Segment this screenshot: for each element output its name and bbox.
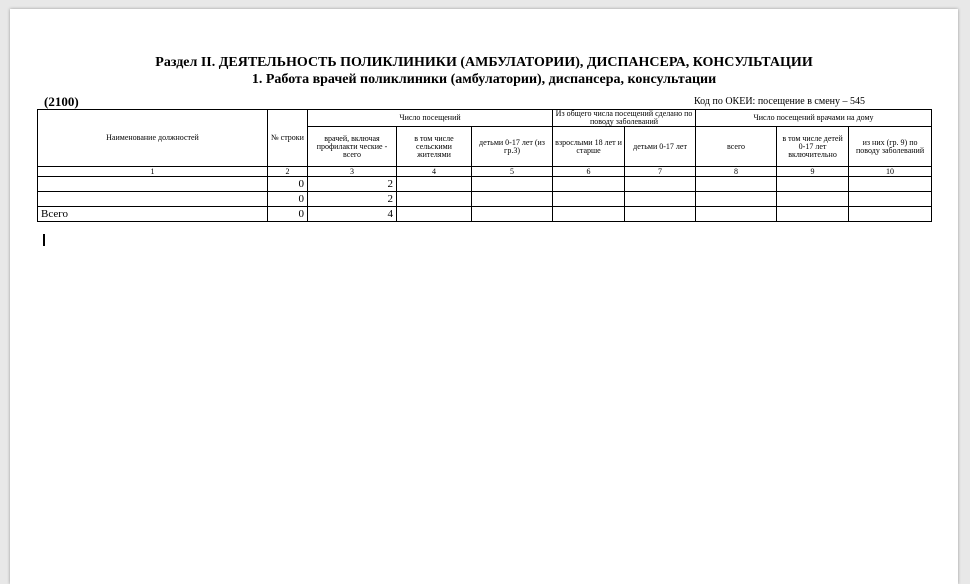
col-number: 6 (553, 167, 625, 177)
col3-cell[interactable]: 4 (308, 207, 397, 222)
header-col6: взрослыми 18 лет и старше (553, 127, 625, 167)
section-title: Раздел II. ДЕЯТЕЛЬНОСТЬ ПОЛИКЛИНИКИ (АМБУЛАТОРИИ), ДИСПАНСЕРА, КОНСУЛЬТАЦИИ (155, 55, 813, 70)
col7-cell[interactable] (625, 192, 696, 207)
column-number-row (38, 167, 932, 177)
col-number: 2 (268, 167, 308, 177)
document-page (10, 9, 958, 584)
header-col4: в том числе сельскими жителями (397, 127, 472, 167)
header-col5: детьми 0-17 лет (из гр.3) (472, 127, 553, 167)
col-number: 10 (849, 167, 932, 177)
col6-cell[interactable] (553, 192, 625, 207)
text-cursor (43, 234, 45, 246)
col4-cell[interactable] (397, 207, 472, 222)
col10-cell[interactable] (849, 207, 932, 222)
col5-cell[interactable] (472, 207, 553, 222)
header-group-home: Число посещений врачами на дому (696, 110, 932, 127)
col-number: 7 (625, 167, 696, 177)
visits-table (37, 109, 932, 222)
col-number: 1 (38, 167, 268, 177)
col9-cell[interactable] (777, 177, 849, 192)
row-name-cell[interactable] (38, 177, 268, 192)
col10-cell[interactable] (849, 192, 932, 207)
col8-cell[interactable] (696, 207, 777, 222)
table-row (38, 192, 932, 207)
col-number: 4 (397, 167, 472, 177)
col-number: 5 (472, 167, 553, 177)
col4-cell[interactable] (397, 177, 472, 192)
col6-cell[interactable] (553, 207, 625, 222)
row-number-cell[interactable]: 0 (268, 177, 308, 192)
col-number: 9 (777, 167, 849, 177)
col8-cell[interactable] (696, 177, 777, 192)
col3-cell[interactable]: 2 (308, 177, 397, 192)
row-number-cell[interactable]: 0 (268, 192, 308, 207)
header-group-disease: Из общего числа посещений сделано по поводу заболеваний (553, 110, 696, 127)
table-row (38, 177, 932, 192)
okei-code: Код по ОКЕИ: посещение в смену – 545 (694, 96, 865, 107)
table-code: (2100) (44, 94, 79, 109)
col-number: 8 (696, 167, 777, 177)
header-col7: детьми 0-17 лет (625, 127, 696, 167)
col5-cell[interactable] (472, 192, 553, 207)
col8-cell[interactable] (696, 192, 777, 207)
header-name-col: Наименование должностей (38, 110, 268, 167)
col3-cell[interactable]: 2 (308, 192, 397, 207)
col10-cell[interactable] (849, 177, 932, 192)
header-row-no: № строки (268, 110, 308, 167)
row-number-cell[interactable]: 0 (268, 207, 308, 222)
table-row-total (38, 207, 932, 222)
header-col8: всего (696, 127, 777, 167)
col-number: 3 (308, 167, 397, 177)
col5-cell[interactable] (472, 177, 553, 192)
col9-cell[interactable] (777, 192, 849, 207)
header-col3: врачей, включая профилакти ческие - всего (308, 127, 397, 167)
col4-cell[interactable] (397, 192, 472, 207)
subsection-title: 1. Работа врачей поликлиники (амбулатории), диспансера, консультации (251, 72, 717, 87)
row-name-cell[interactable]: Всего (38, 207, 268, 222)
header-group-visits: Число посещений (308, 110, 553, 127)
header-col9: в том числе детей 0-17 лет включительно (777, 127, 849, 167)
col7-cell[interactable] (625, 177, 696, 192)
col7-cell[interactable] (625, 207, 696, 222)
col6-cell[interactable] (553, 177, 625, 192)
col9-cell[interactable] (777, 207, 849, 222)
row-name-cell[interactable] (38, 192, 268, 207)
header-col10: из них (гр. 9) по поводу заболеваний (849, 127, 932, 167)
